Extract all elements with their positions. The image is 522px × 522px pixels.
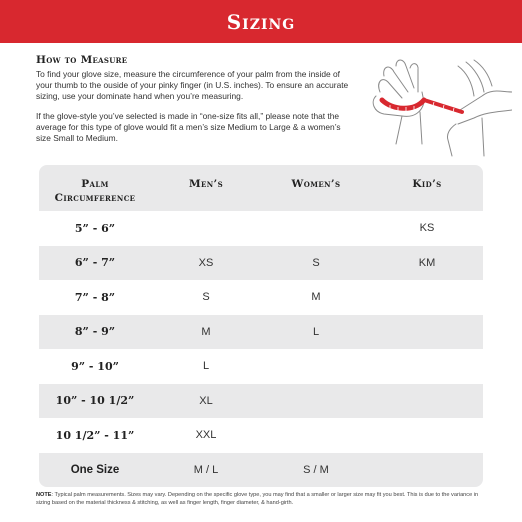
note-label: NOTE (36, 492, 52, 498)
mens-size-cell: XL (199, 394, 213, 407)
sizing-banner (0, 0, 522, 43)
womens-size-cell: L (312, 325, 320, 338)
measure-instructions: To find your glove size, measure the circumference of your palm from the inside of your thumb to the ouside of your pinky finger (in U.S. inches). To ensure an accurate sizing, use your dominate hand when you’re measuring. (36, 69, 349, 101)
header-kids: Kid’s (412, 178, 442, 190)
palm-range-cell: 6” - 7” (74, 256, 116, 270)
palm-range-cell: 7” - 8” (74, 290, 116, 304)
mens-size-cell: M (201, 325, 211, 338)
table-header-row (39, 165, 483, 211)
hand-measuring-icon (362, 52, 512, 162)
womens-size-cell: S / M (303, 463, 329, 476)
table-row (39, 349, 483, 384)
one-size-note: If the glove-style you’ve selected is made in “one-size fits all,” please note that the average for this type of glove would fit a men’s size Medium to Large & a women’s size Small to Medium. (36, 111, 341, 143)
header-mens: Men’s (188, 178, 224, 190)
palm-range-cell: 10 1/2” - 11” (55, 428, 135, 442)
palm-range-cell: 8” - 9” (74, 325, 116, 339)
table-row (39, 211, 483, 246)
womens-size-cell: M (311, 291, 321, 304)
page-title: Sizing (226, 9, 296, 34)
note-text: : Typical palm measurements. Sizes may vary. Depending on the specific glove type, you may find that a smaller or larger size may fit you best. This is due to the variance in sizing based on the material thickness & stitching, as well as finger length, finger diameter, & hand-girth. (36, 492, 479, 506)
palm-range-cell: 5” - 6” (74, 221, 116, 235)
header-womens: Women’s (291, 178, 341, 190)
mens-size-cell: M / L (193, 463, 219, 476)
table-row (39, 418, 483, 453)
header-palm-circumference: Palm Circumference (54, 178, 136, 204)
womens-size-cell: S (312, 256, 320, 269)
palm-range-cell: 10” - 10 1/2” (55, 394, 135, 408)
kids-size-cell: KM (418, 256, 436, 269)
how-to-measure-heading: How to Measure (36, 54, 128, 66)
palm-range-cell: One Size (70, 463, 120, 476)
mens-size-cell: L (202, 360, 210, 373)
palm-range-cell: 9” - 10” (71, 359, 119, 373)
mens-size-cell: S (202, 291, 210, 304)
mens-size-cell: XXL (195, 429, 217, 442)
mens-size-cell: XS (198, 256, 214, 269)
footnote (36, 492, 491, 507)
table-row (39, 384, 483, 419)
size-chart-table (39, 165, 483, 487)
table-row (39, 453, 483, 488)
how-to-measure-section (36, 54, 356, 153)
table-row (39, 315, 483, 350)
kids-size-cell: KS (419, 222, 435, 235)
table-row (39, 246, 483, 281)
table-row (39, 280, 483, 315)
